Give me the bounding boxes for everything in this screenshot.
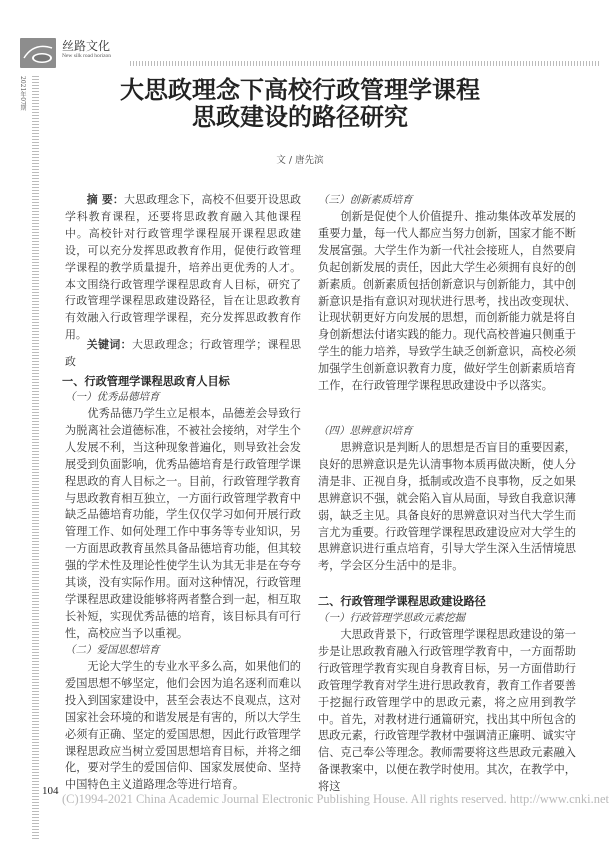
keywords-label: 关键词：: [86, 338, 132, 351]
copyright-watermark: (C)1994-2021 China Academic Journal Electronic Publishing House. All rights reserved. http://www.cnki.net: [62, 792, 609, 806]
page-number: 104: [42, 785, 59, 797]
side-rule: [32, 76, 39, 841]
header-rule: [130, 61, 600, 66]
paragraph-2-1: 大思政背景下，行政管理学课程思政建设的第一步是让思政教育融入行政管理学教育中，一方面帮助行政管理学教育实现自身教育目标，另一方面借助行政管理学教育对学生进行思政教育，教育工作者要善于挖掘行政管理学中的思政元素，将之应用到教学中。首先，对教材进行通篇研究，找出其中所包含的思政元素，行政管理学教材中强调清正廉明、诚实守信、克己奉公等理念。教师需要将这些思政元素融入备课教案中，以便在教学时使用。其次，在教学中，将这: [318, 628, 576, 794]
paragraph-1-3: 创新是促使个人价值提升、推动集体改革发展的重要力量，每一代人都应当努力创新，国家才能不断发展富强。大学生作为新一代社会接班人，自然要肩负起创新发展的责任，因此大学生必须拥有良好的创新素质。创新素质包括创新意识与创新能力，其中创新意识是指有意识对现状进行思考，找出改变现状、让现状朝更好方向发展的思想，而创新能力就是将自身创新想法付诸实践的能力。现代高校普遍只侧重于学生的能力培养，导致学生缺乏创新意识，高校必须加强学生创新意识教育力度，做好学生创新素质培育工作，在行政管理学课程思政建设中予以落实。: [318, 210, 576, 393]
keywords: [65, 337, 301, 371]
abstract-text: 大思政理念下，高校不但要开设思政学科教育课程，还要将思政教育融入其他课程中。高校针对行政管理学课程展开课程思政建设，可以充分发挥思政教育作用，促使行政管理学课程的教学质量提升，培养出更优秀的人才。本文围绕行政管理学课程思政育人目标，研究了行政管理学课程思政建设路径，旨在让思政教育有效融入行政管理学课程，充分发挥思政教育作用。: [65, 193, 301, 342]
subheading-1-2: （二）爱国思想培育: [65, 644, 160, 656]
keywords-text: 大思政理念；行政管理学；课程思政: [65, 338, 301, 368]
paragraph-1-4: 思辨意识是判断人的思想是否盲目的重要因素，良好的思辨意识是先认清事物本质再做决断，使人分清是非、正视自身，抵制或改造不良事物，反之如果思辨意识不强，就会陷入盲从局面，导致自我意识薄弱，缺乏主见。具备良好的思辨意识对当代大学生而言尤为重要。行政管理学课程思政建设应对大学生的思辨意识进行重点培育，引导大学生深入生活情境思考，学会区分生活中的是非。: [318, 441, 576, 573]
journal-name: 丝路文化: [62, 39, 111, 53]
journal-name-en: New silk road horizon: [62, 53, 112, 59]
abstract-label: 摘 要：: [86, 193, 124, 206]
subheading-1-3: （三）创新素质培育: [318, 194, 413, 206]
paragraph-1-1: 优秀品德乃学生立足根本，品德差会导致行为脱离社会道德标准，不被社会接纳，对学生个人发展不利，当这种现象普遍化，则导致社会发展受到负面影响，优秀品德培育是行政管理学课程思政的育人目标之一。目前，行政管理学教育与思政教育相互独立，一方面行政管理学教育中缺乏品德培育功能，学生仅仅学习如何开展行政管理工作、如何处理工作中事务等专业知识，另一方面思政教育虽然具备品德培育功能，但其较强的学术性及理论性使学生认为其无非是在夸夸其谈，没有实际作用。面对这种情况，行政管理学课程思政建设能够将两者整合到一起，相互取长补短，实现优秀品德的培育，该目标具有可行性，高校应当予以重视。: [65, 407, 301, 640]
title-line-1: 大思政理念下高校行政管理学课程: [120, 75, 480, 104]
title-line-2: 思政建设的路径研究: [192, 102, 408, 131]
subheading-2-1: （一）行政管理学思政元素挖掘: [318, 612, 465, 624]
section-heading-1: 一、行政管理学课程思政育人目标: [62, 375, 230, 388]
issue-label: 2021年07期: [19, 76, 26, 111]
abstract: [65, 192, 301, 342]
subheading-1-4: （四）思辨意识培育: [318, 425, 413, 437]
author: 文 / 唐先滨: [276, 155, 324, 166]
journal-logo: [20, 38, 56, 68]
subheading-1-1: （一）优秀品德培育: [65, 391, 160, 403]
section-heading-2: 二、行政管理学课程思政建设路径: [318, 595, 486, 608]
paragraph-1-2: 无论大学生的专业水平多么高，如果他们的爱国思想不够坚定，他们会因为追名逐利而难以投入到国家建设中，甚至会表达不良观点，这对国家社会环境的和谐发展是有害的，所以大学生必须有正确、坚定的爱国思想，因此行政管理学课程思政应当树立爱国思想培育目标，并将之细化，要对学生的爱国信仰、国家发展使命、坚持中国特色主义道路理念等进行培育。: [65, 660, 301, 792]
